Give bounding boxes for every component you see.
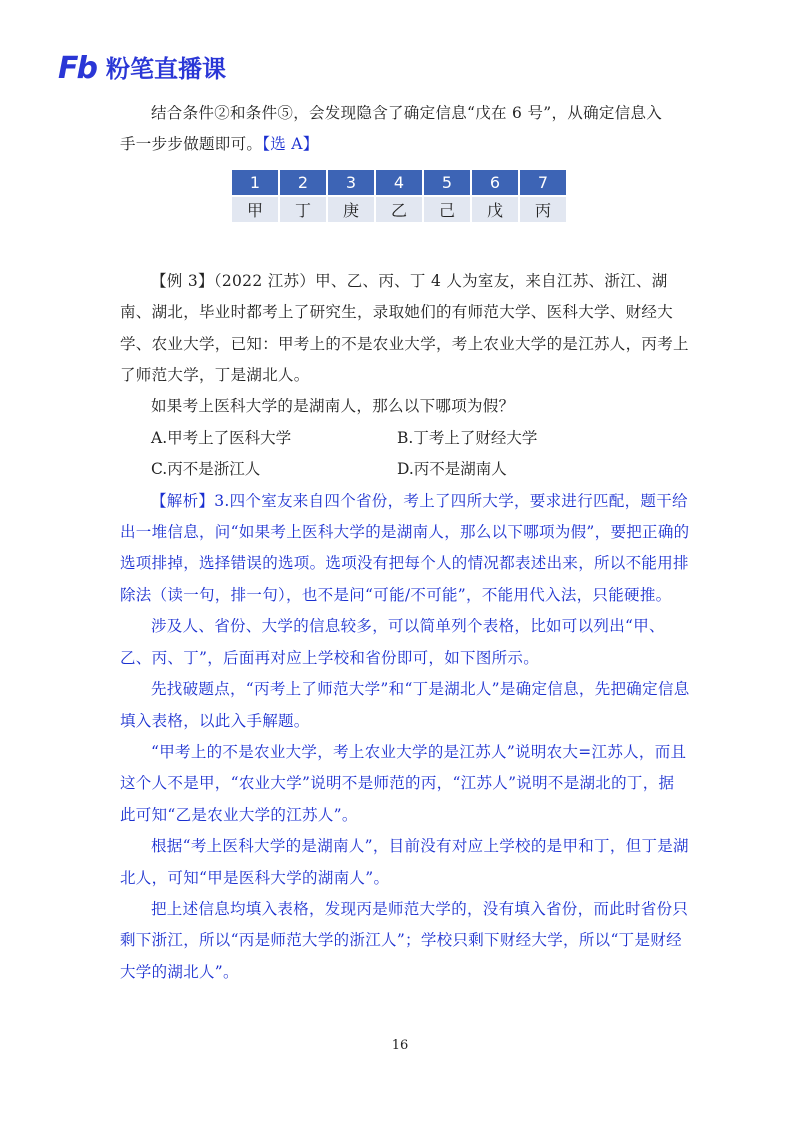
analysis-label: 【解析】 [151,491,215,510]
example-text: （2022 江苏）甲、乙、丙、丁 4 人为室友，来自江苏、浙江、湖南、湖北，毕业时都考上了研究生，录取她们的有师范大学、医科大学、财经大学、农业大学，已知：甲考上的不是农业大学，考上农业大学的是江苏人，丙考上了师范大学，丁是湖北人。 [120,271,689,385]
example-question: 如果考上医科大学的是湖南人，那么以下哪项为假？ [151,397,515,416]
options-row-1 [120,423,690,454]
table-header-cell: 4 [375,169,423,196]
analysis-paragraph: 根据“考上医科大学的是湖南人”，目前没有对应上学校的是甲和丁，但丁是湖北人，可知“甲是医科大学的湖南人”。 [120,837,689,887]
analysis-paragraph: 先找破题点，“丙考上了师范大学”和“丁是湖北人”是确定信息，先把确定信息填入表格，以此入手解题。 [120,680,690,730]
table-cell: 丁 [279,196,327,223]
intro-line-1: 结合条件②和条件⑤，会发现隐含了确定信息“戊在 6 号”，从确定信息入 [151,104,663,122]
order-table-header [231,169,567,196]
option-a: A.甲考上了医科大学 [151,428,292,447]
logo [58,52,226,86]
example-label: 【例 3】 [151,271,214,290]
table-cell: 丙 [519,196,567,223]
table-cell: 己 [423,196,471,223]
table-cell: 乙 [375,196,423,223]
table-header-cell: 3 [327,169,375,196]
logo-mark: Fb [58,51,96,86]
analysis-text: 3.四个室友来自四个省份，考上了四所大学，要求进行匹配，题干给出一堆信息，问“如果考上医科大学的是湖南人，那么以下哪项为假”，要把正确的选项排掉，选择错误的选项。选项没有把每个人的情况都表述出来，所以不能用排除法（读一句，排一句），也不是问“可能/不可能”，不能用代入法，只能硬推。 [120,491,690,604]
table-cell: 戊 [471,196,519,223]
order-table [230,168,568,224]
analysis-paragraph: 把上述信息均填入表格，发现丙是师范大学的，没有填入省份，而此时省份只剩下浙江，所以“丙是师范大学的浙江人”；学校只剩下财经大学，所以“丁是财经大学的湖北人”。 [120,899,689,981]
analysis-paragraph: “甲考上的不是农业大学，考上农业大学的是江苏人”说明农大=江苏人，而且这个人不是甲，“农业大学”说明不是师范的丙，“江苏人”说明不是湖北的丁，据此可知“乙是农业大学的江苏人”。 [120,742,687,824]
options-row-2 [120,454,690,485]
intro-line-2-text: 手一步步做题即可。 [120,135,263,154]
intro-answer: 【选 A】 [262,135,319,154]
table-header-cell: 6 [471,169,519,196]
page-content [120,98,690,988]
table-header-cell: 2 [279,169,327,196]
logo-text: 粉笔直播课 [105,55,226,83]
spacer [120,224,690,266]
intro-line-2 [120,129,690,160]
option-d: D.丙不是湖南人 [397,460,507,479]
option-b: B.丁考上了财经大学 [397,428,538,447]
page-number: 16 [391,1038,409,1053]
option-c: C.丙不是浙江人 [151,460,261,479]
table-header-cell: 5 [423,169,471,196]
example-stem [120,266,690,392]
analysis-paragraph: 涉及人、省份、大学的信息较多，可以简单列个表格，比如可以列出“甲、乙、丙、丁”，后面再对应上学校和省份即可，如下图所示。 [120,617,665,667]
table-header-cell: 1 [231,169,279,196]
order-table-row [231,196,567,223]
analysis-paragraph [120,486,690,612]
table-cell: 甲 [231,196,279,223]
analysis [120,486,690,989]
table-cell: 庚 [327,196,375,223]
table-header-cell: 7 [519,169,567,196]
